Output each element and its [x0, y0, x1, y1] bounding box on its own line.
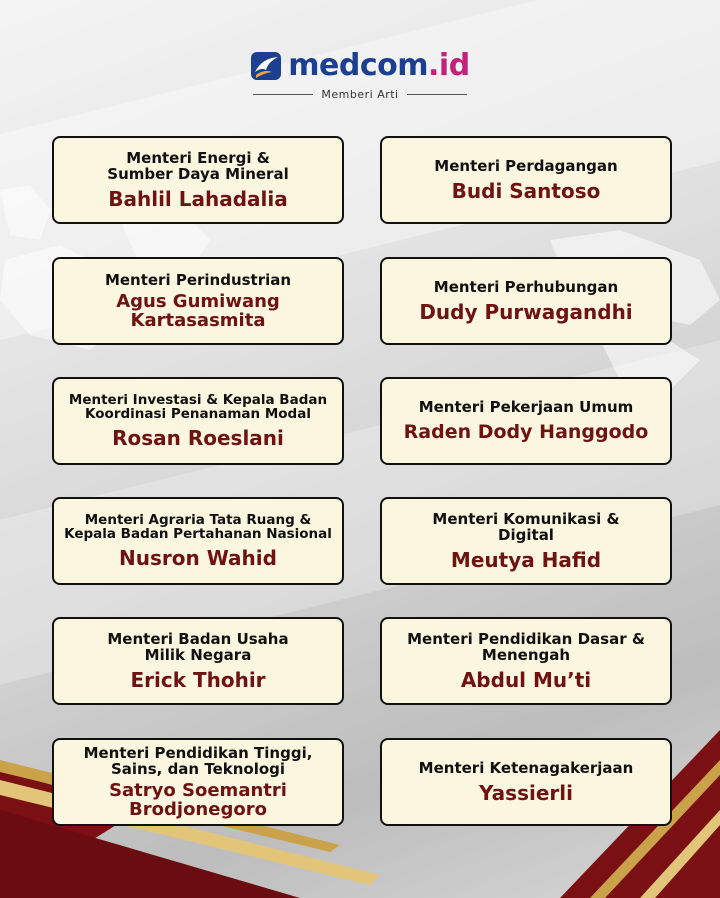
- minister-card: [380, 497, 672, 585]
- minister-title: Menteri Badan Usaha Milik Negara: [107, 630, 289, 664]
- minister-name: Erick Thohir: [130, 668, 266, 692]
- minister-name: Abdul Mu’ti: [460, 668, 592, 692]
- minister-name: Rosan Roeslani: [112, 426, 284, 450]
- brand-logo: [0, 48, 720, 101]
- minister-name: Bahlil Lahadalia: [108, 187, 288, 211]
- minister-name: Nusron Wahid: [119, 546, 277, 570]
- minister-title: Menteri Perdagangan: [434, 157, 618, 175]
- minister-title: Menteri Pendidikan Tinggi, Sains, dan Teknologi: [83, 744, 313, 778]
- minister-card: [380, 738, 672, 826]
- minister-title: Menteri Komunikasi & Digital: [432, 510, 620, 544]
- minister-name: Budi Santoso: [451, 179, 601, 203]
- minister-name: Raden Dody Hanggodo: [403, 421, 649, 443]
- minister-card: [380, 377, 672, 465]
- minister-title: Menteri Agraria Tata Ruang & Kepala Badan Pertahanan Nasional: [64, 512, 332, 542]
- minister-card: [52, 377, 344, 465]
- minister-title: Menteri Energi & Sumber Daya Mineral: [107, 149, 289, 183]
- minister-card: [52, 497, 344, 585]
- minister-title: Menteri Investasi & Kepala Badan Koordinasi Penanaman Modal: [68, 392, 328, 422]
- tagline-divider: [407, 94, 467, 95]
- minister-name: Yassierli: [479, 781, 573, 805]
- minister-card: [380, 257, 672, 345]
- minister-card: [52, 257, 344, 345]
- minister-name: Agus Gumiwang Kartasasmita: [116, 291, 280, 331]
- minister-card: [52, 738, 344, 826]
- minister-title: Menteri Pekerjaan Umum: [418, 398, 634, 416]
- brand-name: medcom.id: [288, 48, 470, 83]
- minister-title: Menteri Pendidikan Dasar & Menengah: [407, 630, 645, 664]
- minister-card: [380, 136, 672, 224]
- eagle-logo-icon: [250, 50, 282, 82]
- minister-title: Menteri Ketenagakerjaan: [418, 759, 634, 777]
- minister-card: [52, 617, 344, 705]
- brand-tagline: Memberi Arti: [321, 87, 399, 101]
- minister-name: Dudy Purwagandhi: [419, 300, 633, 324]
- minister-name: Satryo Soemantri Brodjonegoro: [109, 780, 287, 820]
- minister-title: Menteri Perindustrian: [104, 271, 292, 289]
- tagline-divider: [253, 94, 313, 95]
- minister-card: [380, 617, 672, 705]
- minister-card: [52, 136, 344, 224]
- minister-title: Menteri Perhubungan: [433, 278, 619, 296]
- minister-name: Meutya Hafid: [450, 548, 602, 572]
